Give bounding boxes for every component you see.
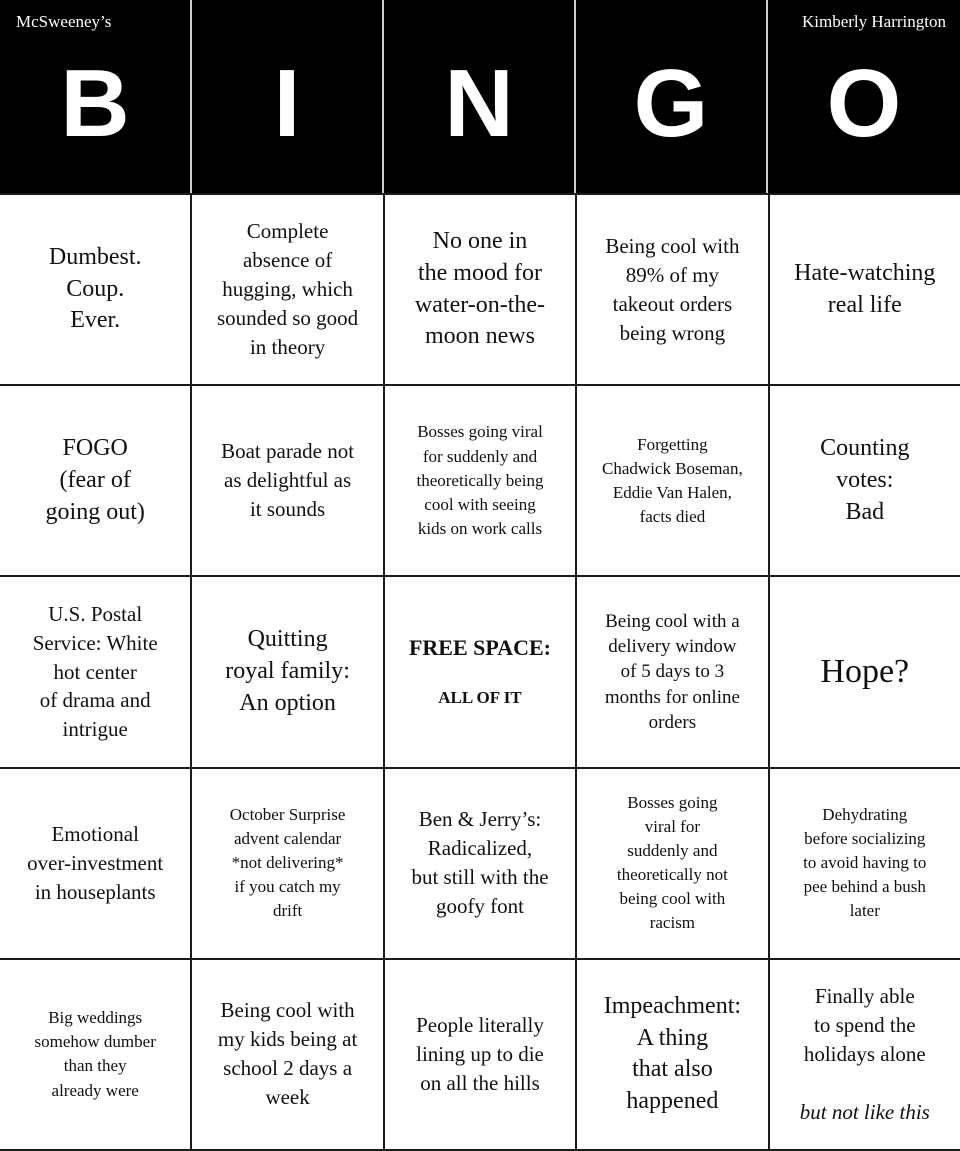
header-letter: O	[826, 49, 902, 157]
square-text: Bosses going viral for suddenly and theoretically not being cool with racism	[616, 792, 728, 933]
header-column-g	[576, 0, 768, 195]
bingo-square[interactable]	[0, 386, 190, 575]
square-text-italic: but not like this	[799, 1099, 930, 1124]
square-text: October Surprise advent calendar *not delivering* if you catch my drift	[229, 804, 346, 921]
bingo-square[interactable]	[0, 769, 190, 958]
bingo-square[interactable]	[192, 195, 382, 384]
square-text: Quitting royal family: An option	[225, 626, 350, 716]
bingo-square[interactable]	[0, 195, 190, 384]
square-text: Hate-watching real life	[794, 259, 936, 318]
publisher-credit: McSweeney’s	[16, 12, 112, 31]
bingo-square[interactable]	[770, 386, 960, 575]
square-text: Counting votes: Bad	[820, 435, 910, 525]
author-credit: Kimberly Harrington	[802, 12, 946, 31]
square-text: Boat parade not as delightful as it sounds	[221, 439, 355, 522]
bingo-square[interactable]	[385, 195, 575, 384]
bingo-square[interactable]	[770, 960, 960, 1149]
square-text: Hope?	[820, 652, 910, 690]
bingo-square[interactable]	[0, 577, 190, 766]
bingo-grid	[0, 193, 960, 1151]
bingo-square[interactable]	[577, 195, 767, 384]
square-text: Dehydrating before socializing to avoid having to pee behind a bush later	[803, 804, 927, 921]
header-column-i	[192, 0, 384, 195]
square-text: Big weddings somehow dumber than they already were	[34, 1008, 156, 1100]
square-text: Bosses going viral for suddenly and theoretically being cool with seeing kids on work calls	[416, 422, 544, 538]
bingo-square[interactable]	[192, 960, 382, 1149]
square-text: FOGO (fear of going out)	[45, 435, 145, 525]
square-text: Ben & Jerry’s: Radicalized, but still with the goofy font	[411, 807, 549, 919]
bingo-square[interactable]	[385, 769, 575, 958]
square-text: Complete absence of hugging, which sounded so good in theory	[217, 219, 359, 360]
free-space-title: FREE SPACE:	[408, 635, 551, 661]
square-text: People literally lining up to die on all the hills	[416, 1012, 544, 1095]
square-text: Being cool with 89% of my takeout orders being wrong	[605, 233, 740, 345]
square-text: No one in the mood for water-on-the- moon news	[414, 228, 546, 350]
header-letter: N	[444, 49, 514, 157]
bingo-square[interactable]	[385, 960, 575, 1149]
free-space-square[interactable]	[385, 577, 575, 766]
header-letter: G	[633, 49, 709, 157]
bingo-square[interactable]	[770, 195, 960, 384]
free-space-subtitle: ALL OF IT	[438, 688, 522, 708]
square-text: U.S. Postal Service: White hot center of drama and intrigue	[32, 601, 158, 742]
header-column-n	[384, 0, 576, 195]
square-text: Impeachment: A thing that also happened	[603, 993, 742, 1115]
square-text: Forgetting Chadwick Boseman, Eddie Van Halen, facts died	[602, 434, 743, 526]
square-text: Dumbest. Coup. Ever.	[48, 244, 142, 334]
bingo-square[interactable]	[770, 577, 960, 766]
bingo-square[interactable]	[192, 577, 382, 766]
bingo-square[interactable]	[385, 386, 575, 575]
bingo-square[interactable]	[577, 577, 767, 766]
square-text: Being cool with my kids being at school 2 days a week	[217, 998, 358, 1110]
square-text: Being cool with a delivery window of 5 days to 3 months for online orders	[604, 611, 740, 733]
bingo-square[interactable]	[770, 769, 960, 958]
bingo-square[interactable]	[0, 960, 190, 1149]
bingo-square[interactable]	[577, 386, 767, 575]
bingo-square[interactable]	[192, 769, 382, 958]
header-letter: B	[60, 49, 130, 157]
header-letter: I	[273, 49, 301, 157]
bingo-square[interactable]	[192, 386, 382, 575]
bingo-square[interactable]	[577, 769, 767, 958]
bingo-square[interactable]	[577, 960, 767, 1149]
square-text: Emotional over-investment in houseplants	[27, 821, 164, 904]
square-text: Finally able to spend the holidays alone	[803, 983, 926, 1066]
